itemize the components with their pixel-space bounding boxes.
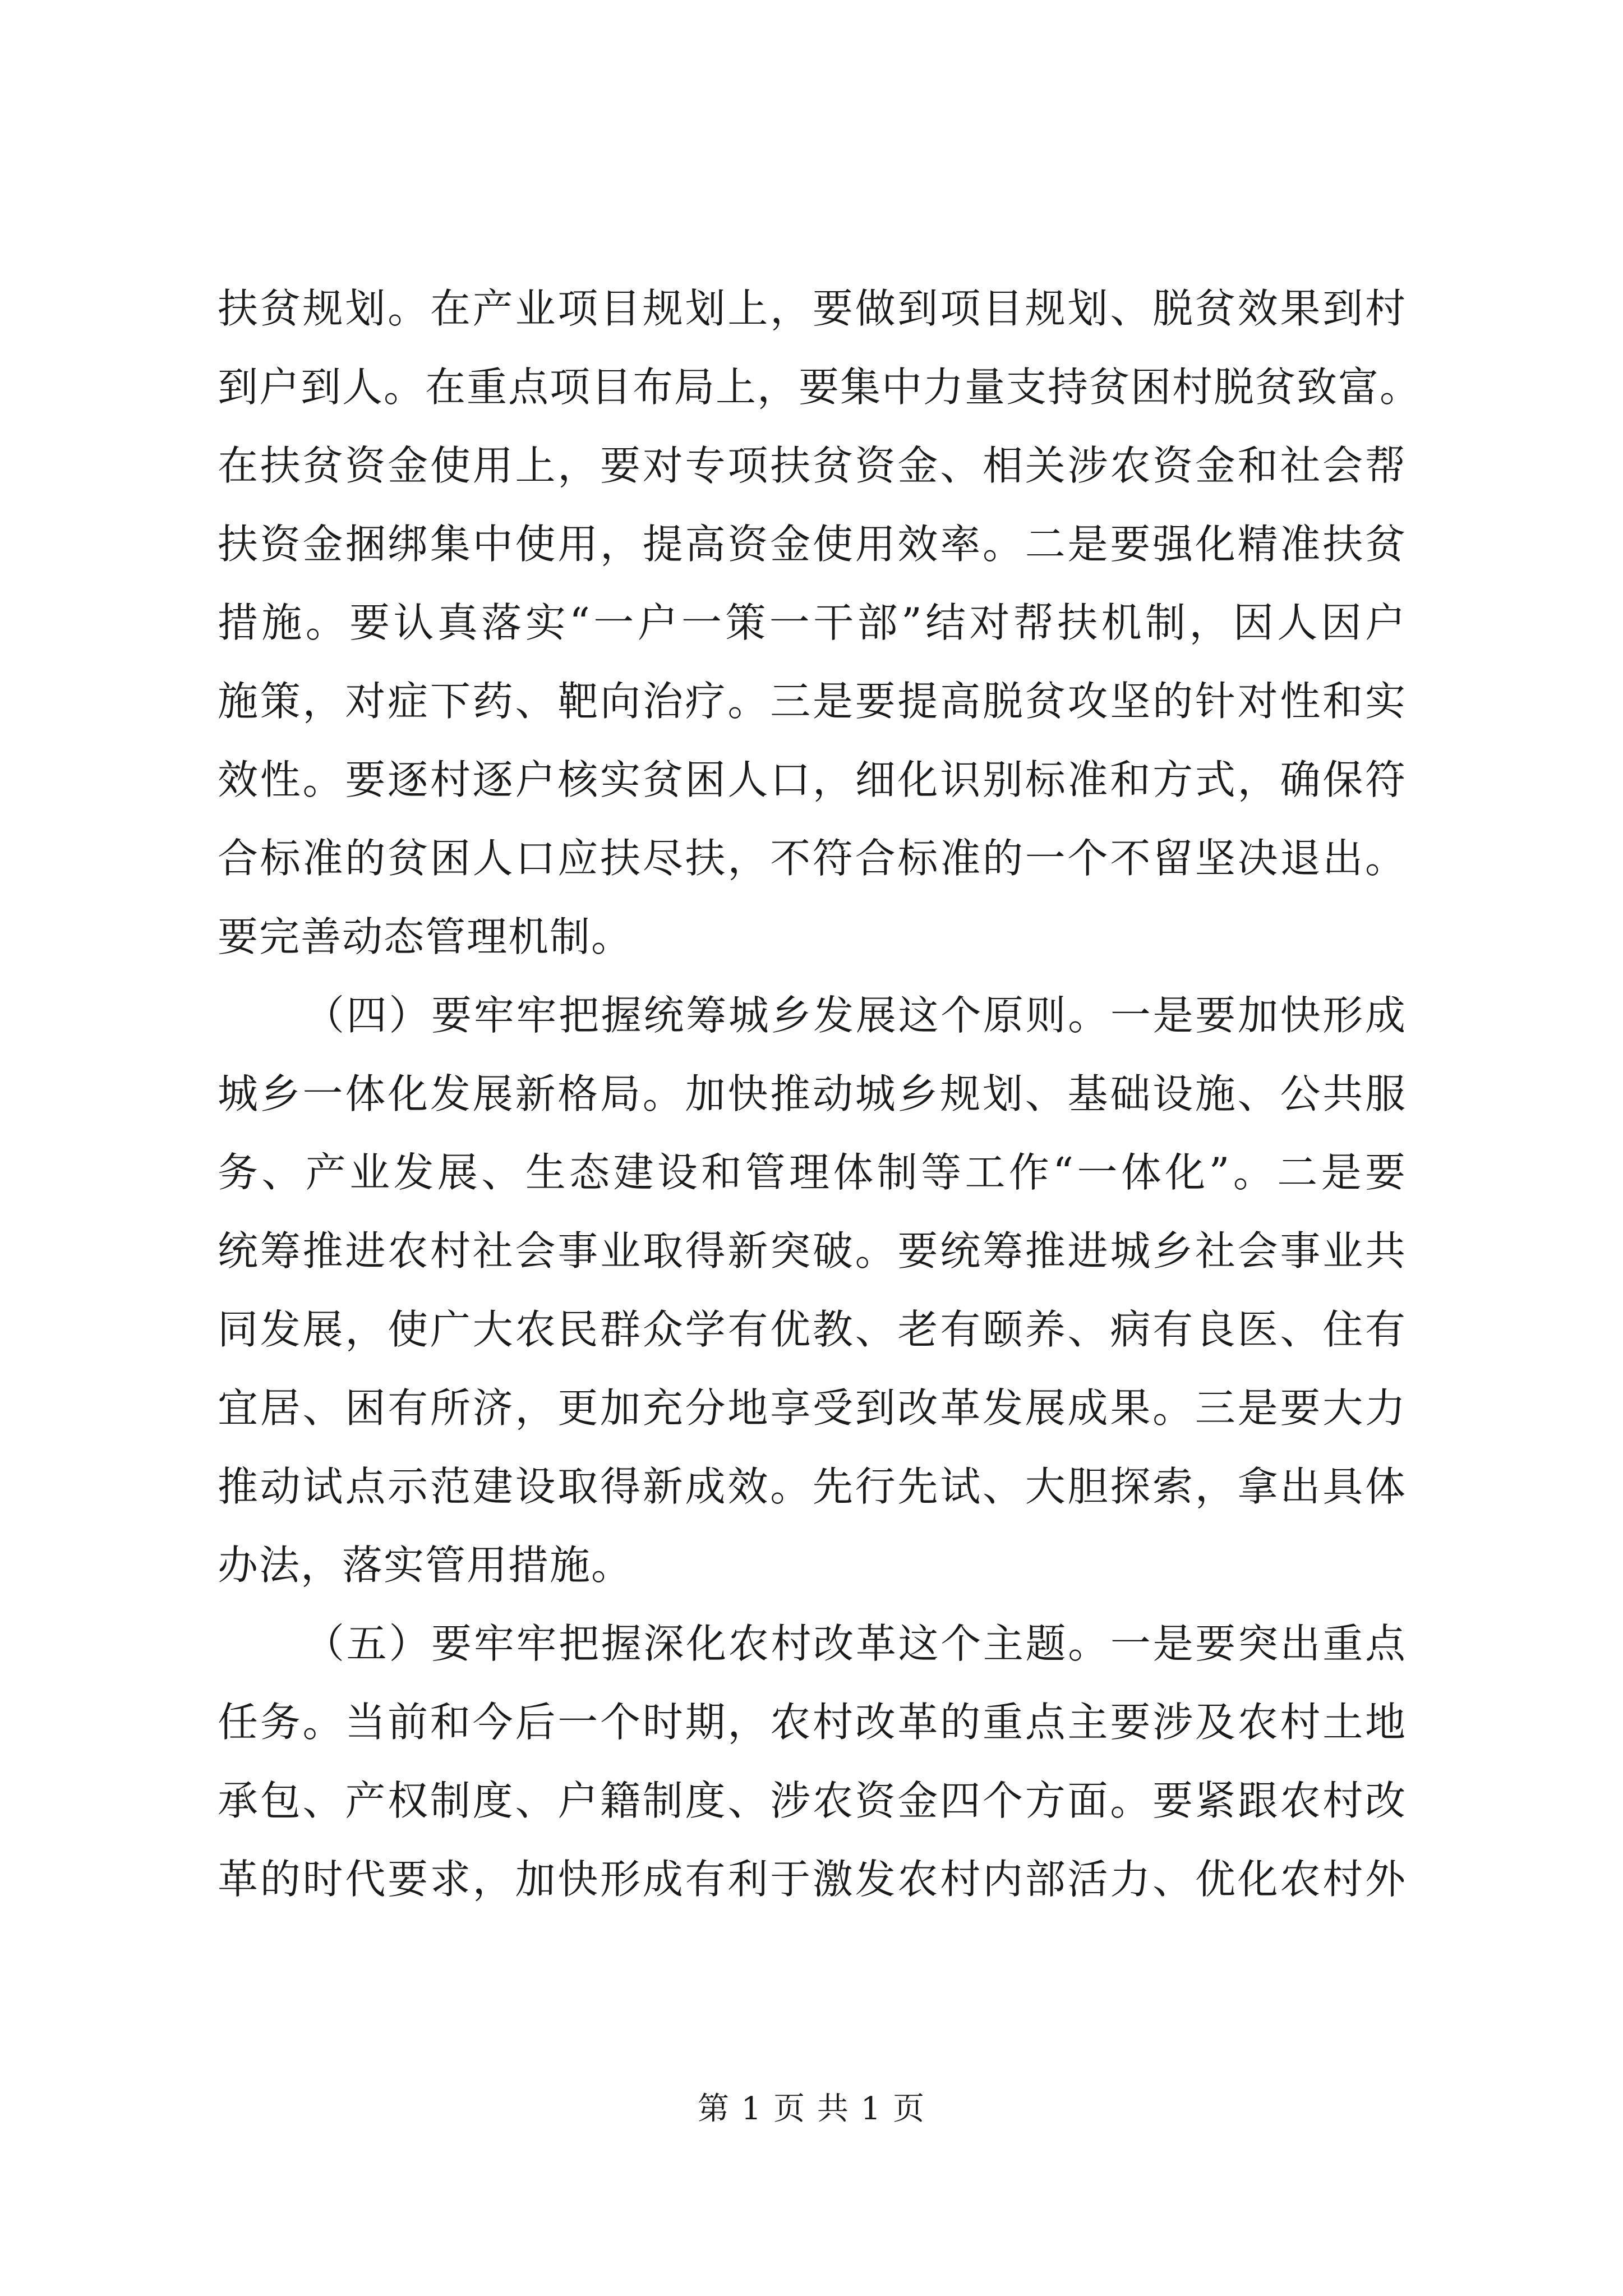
paragraph-line: 统筹推进农村社会事业取得新突破。要统筹推进城乡社会事业共 — [218, 1227, 1407, 1274]
paragraph-first-line: （四）要牢牢把握统筹城乡发展这个原则。一是要加快形成 — [304, 992, 1407, 1039]
paragraph-line: 扶资金捆绑集中使用，提高资金使用效率。二是要强化精准扶贫 — [218, 521, 1407, 568]
paragraph-line: 革的时代要求，加快形成有利于激发农村内部活力、优化农村外 — [218, 1856, 1407, 1903]
paragraph-line: 办法，落实管用措施。 — [218, 1542, 633, 1589]
paragraph-line: 在扶贫资金使用上，要对专项扶贫资金、相关涉农资金和社会帮 — [218, 442, 1407, 489]
paragraph-line: 到户到人。在重点项目布局上，要集中力量支持贫困村脱贫致富。 — [218, 364, 1422, 411]
paragraph-line: 合标准的贫困人口应扶尽扶，不符合标准的一个不留坚决退出。 — [218, 835, 1407, 882]
paragraph-first-line: （五）要牢牢把握深化农村改革这个主题。一是要突出重点 — [304, 1620, 1407, 1667]
page-number-footer: 第 1 页 共 1 页 — [697, 2091, 926, 2127]
paragraph-line: 推动试点示范建设取得新成效。先行先试、大胆探索，拿出具体 — [218, 1463, 1407, 1510]
paragraph-line: 施策，对症下药、靶向治疗。三是要提高脱贫攻坚的针对性和实 — [218, 678, 1407, 725]
paragraph-line: 宜居、困有所济，更加充分地享受到改革发展成果。三是要大力 — [218, 1384, 1407, 1432]
paragraph-line: 要完善动态管理机制。 — [218, 913, 633, 960]
paragraph-line: 措施。要认真落实“一户一策一干部”结对帮扶机制，因人因户 — [218, 599, 1407, 646]
paragraph-line: 任务。当前和今后一个时期，农村改革的重点主要涉及农村土地 — [218, 1699, 1407, 1746]
paragraph-line: 同发展，使广大农民群众学有优教、老有颐养、病有良医、住有 — [218, 1306, 1407, 1353]
paragraph-line: 效性。要逐村逐户核实贫困人口，细化识别标准和方式，确保符 — [218, 756, 1407, 803]
paragraph-line: 务、产业发展、生态建设和管理体制等工作“一体化”。二是要 — [218, 1149, 1407, 1196]
paragraph-line: 城乡一体化发展新格局。加快推动城乡规划、基础设施、公共服 — [218, 1070, 1407, 1117]
paragraph-line: 承包、产权制度、户籍制度、涉农资金四个方面。要紧跟农村改 — [218, 1777, 1407, 1824]
paragraph-line: 扶贫规划。在产业项目规划上，要做到项目规划、脱贫效果到村 — [218, 285, 1407, 332]
